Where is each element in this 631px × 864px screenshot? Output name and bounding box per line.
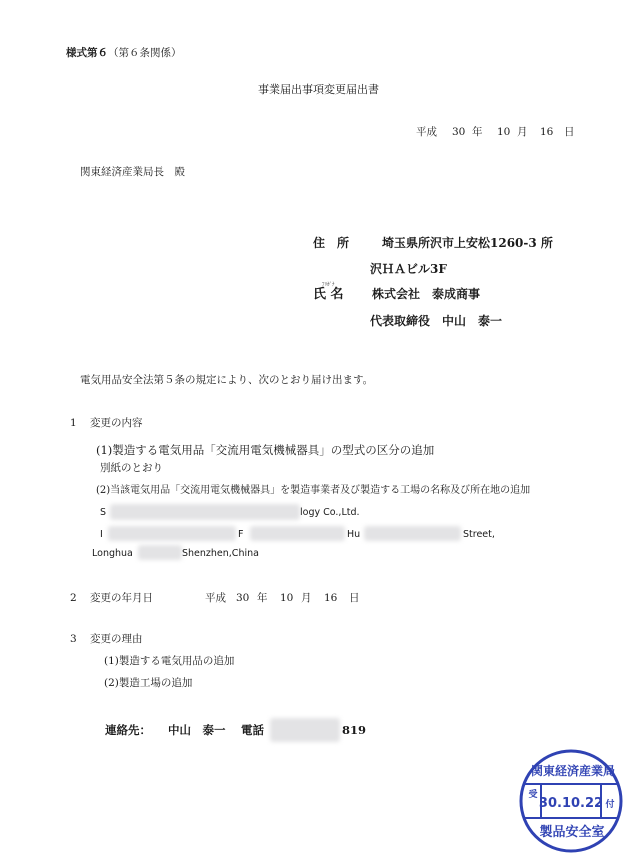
section-3-number: 3 [70, 633, 77, 645]
manufacturer-name-start: S [100, 507, 107, 518]
change-item-1: (1)製造する電気用品「交流用電気機械器具」の型式の区分の追加 [96, 443, 435, 457]
form-label [66, 48, 182, 59]
name-label: 氏 名 [313, 287, 344, 302]
stamp-attached-mark: 付 [605, 800, 615, 810]
stamp-agency: 関東経済産業局 [530, 764, 616, 778]
change-date-year-unit: 年 [257, 592, 268, 604]
change-item-1-note: 別紙のとおり [100, 462, 163, 474]
manufacturer-name-end: logy Co.,Ltd. [300, 507, 360, 518]
date-day-unit: 日 [564, 126, 575, 138]
date-year: 30 [452, 126, 466, 138]
date-month: 10 [497, 126, 511, 138]
contact-label: 連絡先： [105, 723, 151, 737]
form-number: 様式第６ [66, 47, 108, 59]
intro-statement: 電気用品安全法第５条の規定により、次のとおり届け出ます。 [80, 374, 374, 386]
contact-phone-end: 819 [342, 723, 367, 737]
date-era: 平成 [416, 126, 437, 138]
change-date-month-unit: 月 [301, 592, 312, 604]
stamp-office: 製品安全室 [539, 825, 605, 840]
redacted-address-2 [250, 526, 345, 541]
name-ruby: ﾌﾘｶﾞﾅ [322, 282, 335, 288]
factory-city-end: Shenzhen,China [182, 548, 259, 559]
change-date-era: 平成 [205, 592, 226, 604]
redacted-address-1 [108, 526, 236, 541]
redacted-address-3 [364, 526, 461, 541]
date-year-unit: 年 [472, 126, 483, 138]
factory-address-street: Street, [463, 529, 495, 540]
contact-name: 中山 泰一 [168, 723, 226, 737]
representative: 代表取締役 中山 泰一 [370, 314, 503, 328]
factory-address-district: Hu [347, 529, 361, 540]
change-date-year: 30 [236, 592, 250, 604]
addressee: 関東経済産業局長 殿 [80, 166, 185, 178]
reason-item-1: (1)製造する電気用品の追加 [104, 655, 235, 667]
stamp-received-mark: 受 [528, 790, 538, 800]
stamp-date: 30.10.22 [538, 796, 604, 811]
change-item-2: (2)当該電気用品「交流用電気機械器具」を製造事業者及び製造する工場の名称及び所在地の追加 [96, 485, 531, 496]
factory-address-floor: F [238, 529, 244, 540]
section-3-heading: 変更の理由 [90, 633, 143, 645]
document-title: 事業届出事項変更届出書 [258, 83, 379, 96]
date-month-unit: 月 [517, 126, 528, 138]
section-2-number: 2 [70, 592, 77, 604]
redacted-phone-number [270, 718, 340, 742]
change-date-day-unit: 日 [349, 592, 360, 604]
receipt-stamp [517, 747, 625, 855]
form-article-ref: （第６条関係） [108, 47, 182, 59]
redacted-manufacturer-name [110, 504, 300, 520]
address-line-2: 沢ＨＡビル3F [370, 262, 447, 276]
change-date-day: 16 [324, 592, 338, 604]
section-1-heading: 変更の内容 [90, 417, 143, 429]
factory-city-start: Longhua [92, 548, 133, 559]
reason-item-2: (2)製造工場の追加 [104, 677, 193, 689]
redacted-address-4 [138, 545, 182, 560]
section-2-heading: 変更の年月日 [90, 592, 153, 604]
address-label: 住 所 [313, 236, 350, 250]
contact-phone-label: 電話 [241, 723, 264, 737]
address-line-1: 埼玉県所沢市上安松1260-3 所 [382, 236, 553, 250]
date-day: 16 [540, 126, 554, 138]
company-name: 株式会社 泰成商事 [372, 287, 481, 301]
section-1-number: 1 [70, 417, 77, 429]
change-date-month: 10 [280, 592, 294, 604]
factory-address-start: I [100, 529, 103, 540]
